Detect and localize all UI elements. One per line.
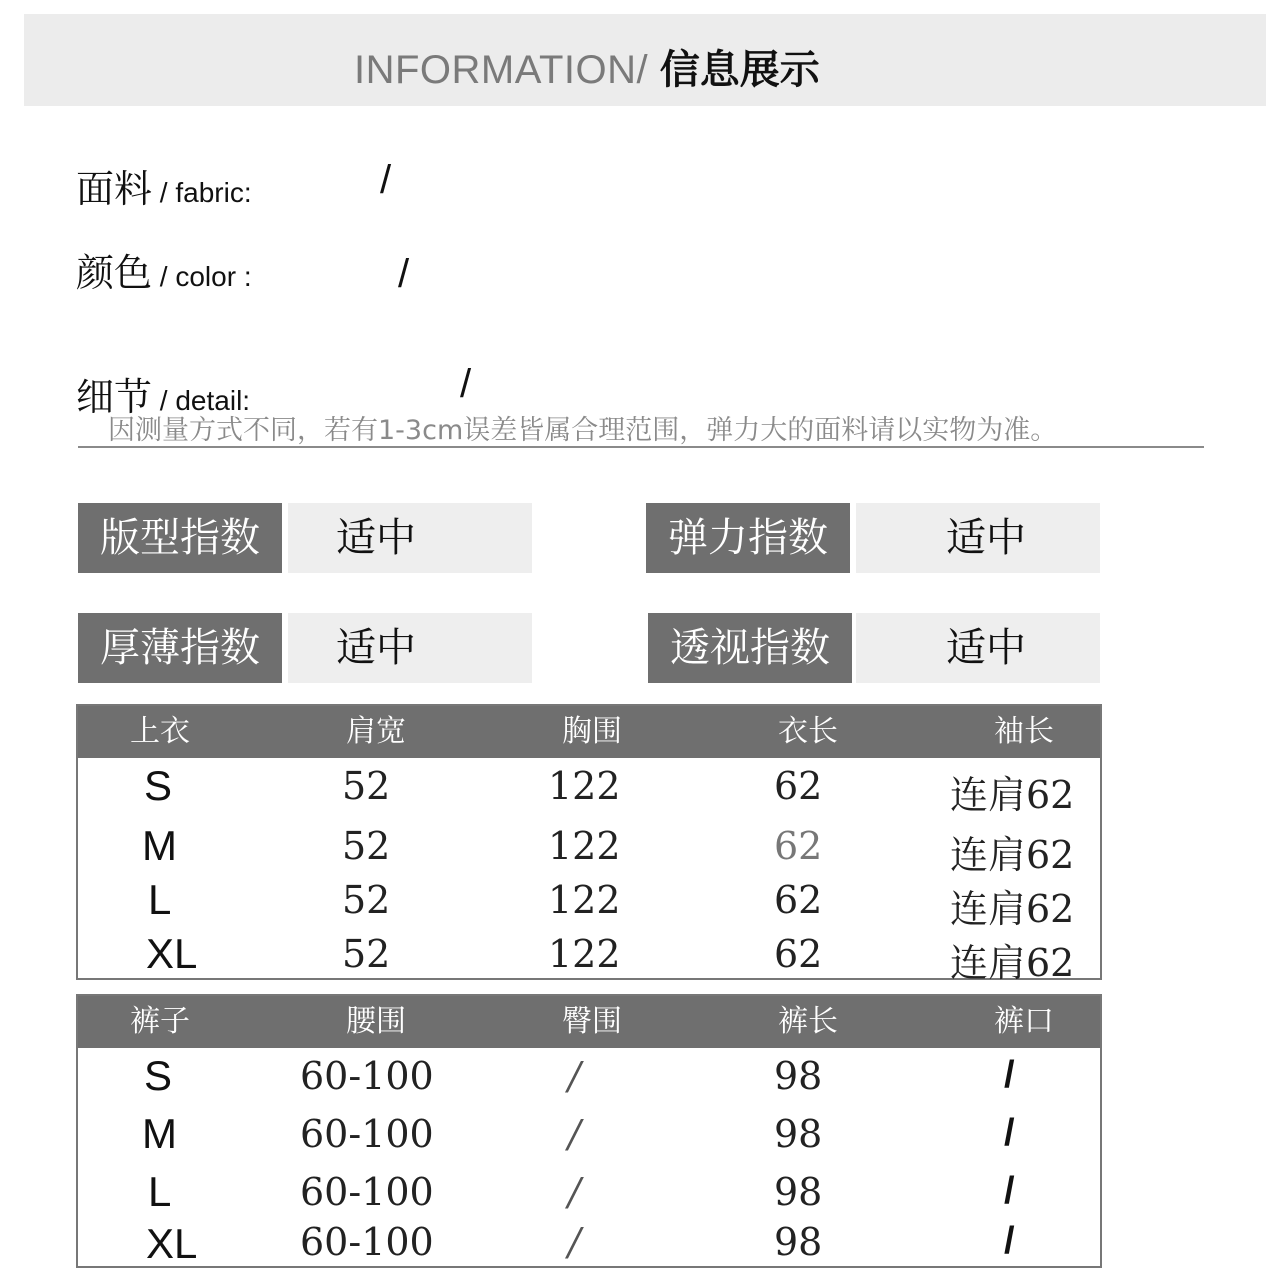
size-cell: XL [146, 1220, 198, 1267]
waist-cell: 60-100 [300, 1170, 434, 1214]
fit-index-value: 适中 [288, 503, 532, 573]
color-label-zh: 颜色 [76, 251, 153, 295]
size-cell: S [144, 762, 173, 809]
top-header-chest: 胸围 [562, 714, 622, 749]
header-bar [24, 14, 1266, 106]
hem-cell: / [1004, 1170, 1015, 1212]
top-header-sleeve: 袖长 [994, 714, 1054, 749]
sleeve-cell: 连肩62 [950, 833, 1075, 877]
length-cell: 62 [774, 764, 823, 808]
shoulder-cell: 52 [342, 932, 391, 976]
length-cell: 62 [774, 932, 823, 976]
waist-cell: 60-100 [300, 1220, 434, 1264]
pants-table-header [78, 996, 1100, 1048]
thickness-index-value: 适中 [288, 613, 532, 683]
top-size-table [76, 704, 1102, 985]
page-title [354, 38, 820, 95]
length-cell: 62 [774, 878, 823, 922]
waist-cell: 60-100 [300, 1112, 434, 1156]
size-cell: M [142, 822, 177, 869]
pants-header-waist: 腰围 [346, 1004, 406, 1039]
chest-cell: 122 [548, 878, 621, 922]
color-label-en: / color : [152, 261, 252, 292]
shoulder-cell: 52 [342, 878, 391, 922]
fit-index-label: 版型指数 [78, 503, 282, 573]
sleeve-cell: 连肩62 [950, 887, 1075, 931]
top-header-category: 上衣 [130, 714, 190, 749]
size-cell: L [148, 1168, 172, 1215]
pants-header-length: 裤长 [778, 1004, 838, 1039]
length-cell: 62 [774, 824, 823, 868]
hip-cell: / [568, 1220, 581, 1264]
hem-cell: / [1004, 1220, 1015, 1262]
divider [78, 446, 1204, 448]
fabric-row [76, 158, 252, 213]
pants-header-hem: 裤口 [994, 1004, 1054, 1039]
size-cell: XL [146, 930, 198, 977]
hip-cell: / [568, 1170, 581, 1214]
shoulder-cell: 52 [342, 824, 391, 868]
hem-cell: / [1004, 1054, 1015, 1096]
sleeve-cell: 连肩62 [950, 941, 1075, 985]
top-table-header [78, 706, 1100, 758]
detail-value: / [460, 362, 472, 406]
pants-header-category: 裤子 [130, 1004, 190, 1039]
detail-label-zh: 细节 [76, 375, 153, 419]
waist-cell: 60-100 [300, 1054, 434, 1098]
transparency-index-value: 适中 [856, 613, 1100, 683]
fabric-label-zh: 面料 [76, 167, 153, 211]
measurement-note: 因测量方式不同，若有1-3cm误差皆属合理范围，弹力大的面料请以实物为准。 [108, 415, 1058, 446]
elasticity-index-label: 弹力指数 [646, 503, 850, 573]
length-cell: 98 [774, 1220, 823, 1264]
elasticity-index-value: 适中 [856, 503, 1100, 573]
hip-cell: / [568, 1112, 581, 1156]
page-title-en: INFORMATION/ [354, 48, 660, 92]
top-header-shoulder: 肩宽 [346, 714, 406, 749]
page-title-zh: 信息展示 [659, 47, 820, 93]
fabric-label-en: / fabric: [152, 177, 252, 208]
hem-cell: / [1004, 1112, 1015, 1154]
sleeve-cell: 连肩62 [950, 773, 1075, 817]
chest-cell: 122 [548, 764, 621, 808]
top-header-length: 衣长 [778, 714, 838, 749]
chest-cell: 122 [548, 932, 621, 976]
fabric-value: / [380, 158, 392, 202]
length-cell: 98 [774, 1054, 823, 1098]
length-cell: 98 [774, 1170, 823, 1214]
color-row [76, 242, 252, 297]
length-cell: 98 [774, 1112, 823, 1156]
hip-cell: / [568, 1054, 581, 1098]
pants-header-hip: 臀围 [562, 1004, 622, 1039]
chest-cell: 122 [548, 824, 621, 868]
shoulder-cell: 52 [342, 764, 391, 808]
transparency-index-label: 透视指数 [648, 613, 852, 683]
size-cell: L [148, 876, 172, 923]
thickness-index-label: 厚薄指数 [78, 613, 282, 683]
size-cell: S [144, 1052, 173, 1099]
pants-size-table [76, 994, 1102, 1268]
detail-label-en: / detail: [152, 385, 251, 416]
color-value: / [398, 252, 410, 296]
size-cell: M [142, 1110, 177, 1157]
